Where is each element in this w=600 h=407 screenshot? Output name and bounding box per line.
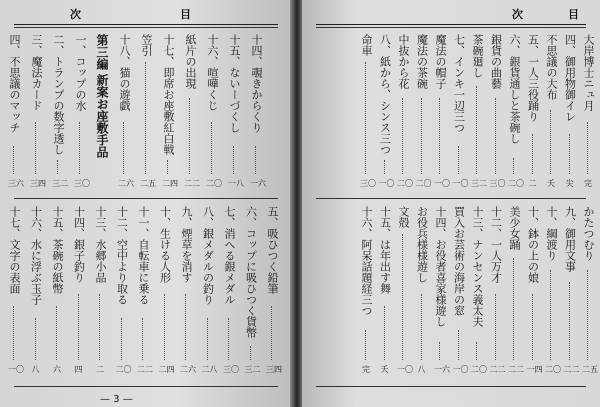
toc-page-number: 二〇 bbox=[206, 179, 222, 188]
toc-page-number: 一〇 bbox=[8, 365, 24, 374]
toc-leader-dots bbox=[587, 122, 589, 174]
toc-leader-dots bbox=[495, 294, 497, 360]
toc-leader-dots bbox=[99, 294, 101, 360]
toc-leader-dots bbox=[233, 146, 235, 174]
toc-entry bbox=[250, 34, 266, 190]
toc-entry bbox=[8, 206, 24, 376]
toc-page-number: 一〇 bbox=[452, 179, 469, 188]
right-page bbox=[302, 0, 600, 407]
toc-page-number: 二五 bbox=[582, 365, 598, 374]
toc-entry bbox=[158, 206, 175, 376]
toc-entry-title: 八、銀メダルの釣り bbox=[201, 206, 215, 305]
toc-page-number: 二〇 bbox=[397, 179, 413, 188]
toc-leader-dots bbox=[495, 98, 497, 174]
toc-entry-title: 十三、水郷小品 bbox=[94, 206, 107, 283]
toc-entry bbox=[545, 206, 561, 376]
toc-leader-dots bbox=[228, 318, 230, 360]
toc-page-number: 二二 bbox=[184, 179, 200, 188]
toc-leader-dots bbox=[185, 294, 187, 360]
toc-leader-dots bbox=[532, 134, 534, 174]
toc-entry-title: 紙片の出現 bbox=[184, 34, 197, 89]
toc-page-number: 二二 bbox=[508, 365, 524, 374]
toc-entry-title: 命車 bbox=[360, 34, 373, 56]
toc-page-number: 二四 bbox=[158, 365, 175, 374]
toc-entry bbox=[30, 206, 42, 376]
toc-entry-title: 文殻 bbox=[397, 206, 410, 228]
toc-entry-title: 十三、ナンセンス義太夫 bbox=[471, 206, 484, 327]
toc-entry-title: 中抜から花 bbox=[397, 34, 410, 89]
toc-entry-title: 十八、猫の遊戯 bbox=[118, 34, 131, 111]
toc-entry-title: 三、魔法カード bbox=[30, 34, 43, 111]
toc-leader-dots bbox=[550, 110, 552, 174]
toc-leader-dots bbox=[35, 318, 37, 360]
toc-entry-title: 七、インキ一辺三つ bbox=[452, 34, 466, 133]
toc-page-number: 二二 bbox=[489, 365, 506, 374]
toc-entry-title: 十二、一人万才 bbox=[489, 206, 503, 283]
toc-page-number: 三二 bbox=[244, 365, 261, 374]
toc-entry bbox=[184, 34, 200, 190]
toc-entry bbox=[582, 34, 594, 190]
toc-leader-dots bbox=[569, 134, 571, 174]
toc-leader-dots bbox=[56, 306, 58, 360]
toc-page-number: 三〇 bbox=[74, 179, 90, 188]
toc-entry-title: かたつむり bbox=[582, 206, 595, 261]
toc-entry-title: 大岸博士ニュ月 bbox=[582, 34, 595, 111]
toc-page-number: 一八 bbox=[228, 179, 244, 188]
toc-page-number: 一六 bbox=[250, 179, 266, 188]
toc-leader-dots bbox=[421, 98, 423, 174]
toc-entry-title: 九、煙草を消す bbox=[180, 206, 193, 283]
right-top-rule bbox=[316, 24, 586, 25]
toc-entry bbox=[563, 206, 580, 376]
toc-entry-title: 四、御用物御イレ bbox=[563, 34, 577, 122]
toc-leader-dots bbox=[384, 306, 386, 360]
toc-page-number: 二六 bbox=[180, 365, 196, 374]
toc-entry-title: 十七、文字の表面 bbox=[8, 206, 21, 294]
toc-entry-title: 美少女踊 bbox=[508, 206, 521, 250]
toc-entry bbox=[94, 206, 106, 376]
toc-entry-title: 十五、は年出す舞 bbox=[378, 206, 392, 294]
toc-leader-dots bbox=[13, 306, 15, 360]
toc-entry bbox=[140, 34, 156, 190]
toc-leader-dots bbox=[123, 122, 125, 174]
toc-entry bbox=[180, 206, 196, 376]
toc-page-number: 二 bbox=[528, 179, 537, 188]
toc-entry bbox=[360, 206, 372, 376]
toc-entry bbox=[378, 34, 395, 190]
toc-leader-dots bbox=[458, 146, 460, 174]
toc-page-number: 八 bbox=[417, 365, 426, 374]
toc-leader-dots bbox=[164, 294, 166, 360]
toc-leader-dots bbox=[532, 294, 534, 360]
toc-leader-dots bbox=[458, 330, 460, 360]
toc-entry-title: 十六、水に浮ぶ玉子 bbox=[29, 206, 43, 305]
toc-leader-dots bbox=[587, 270, 589, 360]
toc-page-number: 八 bbox=[31, 365, 40, 374]
toc-page-number: 二 bbox=[96, 365, 104, 374]
toc-entry-title: 四、不思議のマッチ bbox=[8, 34, 21, 133]
toc-entry bbox=[201, 206, 218, 376]
toc-page-number: 二六 bbox=[118, 179, 134, 188]
toc-leader-dots bbox=[513, 258, 515, 360]
toc-entry bbox=[73, 206, 85, 376]
toc-entry bbox=[96, 34, 108, 190]
toc-entry bbox=[228, 34, 244, 190]
toc-leader-dots bbox=[402, 98, 404, 174]
toc-entry-title: 十四、覗きからくり bbox=[250, 34, 263, 133]
toc-page-number: 六 bbox=[53, 365, 61, 374]
toc-leader-dots bbox=[13, 146, 15, 174]
toc-entry-title: 一、コップの水 bbox=[74, 34, 87, 111]
toc-page-number: 三六 bbox=[8, 179, 24, 188]
toc-page-number: 二四 bbox=[162, 179, 178, 188]
toc-leader-dots bbox=[207, 318, 209, 360]
toc-entry-title: 六、コップに吸ひつく貨幣 bbox=[244, 206, 258, 338]
toc-entry bbox=[74, 34, 90, 190]
toc-page-number: 二五 bbox=[140, 179, 156, 188]
toc-entry bbox=[115, 206, 132, 376]
toc-entry bbox=[244, 206, 261, 376]
toc-entry bbox=[397, 206, 413, 376]
toc-entry-title: 十七、即席お座敷紅白戦 bbox=[162, 34, 175, 155]
toc-entry-title: 十五、茶碗の紙幣 bbox=[51, 206, 64, 294]
toc-page-number: 夭 bbox=[380, 365, 389, 374]
toc-leader-dots bbox=[79, 122, 81, 174]
toc-entry bbox=[162, 34, 178, 190]
toc-leader-dots bbox=[167, 160, 169, 174]
left-page-number: — 3 — bbox=[100, 394, 133, 405]
toc-page-number: 三四 bbox=[30, 179, 46, 188]
toc-leader-dots bbox=[513, 158, 515, 174]
toc-entry-title: 五、一人三役踊り bbox=[526, 34, 540, 122]
right-running-head bbox=[302, 6, 600, 22]
toc-leader-dots bbox=[35, 122, 37, 174]
toc-entry-title: 十四、お役者喜家様遊し bbox=[434, 206, 447, 327]
left-middle-rule bbox=[14, 198, 278, 199]
toc-leader-dots bbox=[250, 346, 252, 360]
toc-leader-dots bbox=[550, 270, 552, 360]
toc-leader-dots bbox=[121, 318, 123, 360]
toc-leader-dots bbox=[569, 282, 571, 360]
toc-leader-dots bbox=[384, 160, 386, 174]
toc-entry bbox=[489, 34, 506, 190]
toc-leader-dots bbox=[78, 294, 80, 360]
toc-page-number: 二二 bbox=[563, 365, 580, 374]
right-middle-rule bbox=[316, 198, 586, 199]
toc-entry bbox=[118, 34, 134, 190]
toc-entry bbox=[564, 34, 576, 190]
toc-entry-title: 十五、ないーづくし bbox=[228, 34, 241, 133]
toc-entry-title: 六、銀貨通しと茶碗し bbox=[508, 34, 521, 144]
toc-leader-dots bbox=[476, 86, 478, 174]
toc-entry bbox=[508, 206, 524, 376]
toc-page-number: 一六 bbox=[434, 365, 450, 374]
toc-entry-title: 八、紙から、シンス三つ bbox=[378, 34, 392, 155]
left-header-char-ji: 次 bbox=[70, 8, 81, 21]
right-header-char-moku: 目 bbox=[568, 8, 579, 21]
toc-entry-title: 七、消へる銀メダル bbox=[223, 206, 236, 305]
toc-entry-title: 銀貨の曲藝 bbox=[489, 34, 503, 89]
toc-page-number: 一〇 bbox=[397, 365, 413, 374]
toc-page-number: 二〇 bbox=[415, 179, 432, 188]
toc-entry bbox=[489, 206, 506, 376]
right-top-rule-thin bbox=[316, 27, 586, 28]
toc-entry-title: 二、トランプの数字透し bbox=[52, 34, 65, 155]
toc-page-number: 三四 bbox=[266, 365, 282, 374]
toc-leader-dots bbox=[142, 318, 144, 360]
toc-entry-title: 十、鉢の上の娘 bbox=[526, 206, 540, 283]
toc-entry-title: 十四、銀子釣り bbox=[72, 206, 86, 283]
toc-page-number: 三〇 bbox=[489, 179, 506, 188]
toc-page-number: 三二 bbox=[471, 179, 487, 188]
left-top-rule bbox=[14, 24, 278, 25]
toc-entry-title: 買入お芸術の海岸の窓 bbox=[452, 206, 466, 316]
toc-page-number: 一四 bbox=[526, 365, 543, 374]
toc-page-number: 一〇 bbox=[452, 365, 469, 374]
toc-entry bbox=[434, 206, 450, 376]
toc-leader-dots bbox=[255, 146, 257, 174]
toc-page-number: 尖 bbox=[565, 179, 574, 188]
toc-entry bbox=[452, 34, 469, 190]
toc-page-number: 三〇 bbox=[360, 179, 376, 188]
left-running-head bbox=[0, 6, 292, 22]
toc-entry bbox=[452, 206, 469, 376]
right-bottom-rule bbox=[316, 386, 586, 387]
toc-entry-title: 魔法の帽子 bbox=[434, 34, 447, 89]
toc-page-number: 二二 bbox=[137, 365, 153, 374]
toc-page-number: 一〇 bbox=[378, 179, 395, 188]
toc-entry bbox=[51, 206, 63, 376]
toc-entry-title: 笠引 bbox=[140, 34, 153, 56]
toc-entry bbox=[527, 34, 539, 190]
left-bottom-rule bbox=[14, 386, 278, 387]
toc-entry bbox=[416, 206, 428, 376]
toc-page-number: 夭 bbox=[547, 179, 555, 188]
toc-leader-dots bbox=[439, 342, 441, 360]
toc-page-number: 二〇 bbox=[471, 365, 487, 374]
toc-entry-title: 五、吸ひつく鉛筆 bbox=[266, 206, 279, 294]
toc-entry-title: 魔法の茶碗 bbox=[415, 34, 429, 89]
toc-entry bbox=[582, 206, 598, 376]
toc-leader-dots bbox=[189, 98, 191, 174]
toc-entry-title: 十二、空中より取る bbox=[115, 206, 129, 305]
toc-entry bbox=[137, 206, 153, 376]
toc-page-number: 四 bbox=[74, 365, 83, 374]
toc-entry-title: 茶碗廻し bbox=[471, 34, 484, 78]
toc-entry bbox=[471, 34, 487, 190]
toc-entry-title: 九、御用文事 bbox=[563, 206, 577, 272]
toc-page-number: 二〇 bbox=[545, 365, 561, 374]
toc-leader-dots bbox=[57, 160, 59, 174]
toc-entry-title: 十、生ける人形 bbox=[158, 206, 172, 283]
toc-entry bbox=[508, 34, 524, 190]
toc-entry bbox=[266, 206, 282, 376]
toc-page-number: 完 bbox=[362, 365, 370, 374]
toc-entry-title: お役兵様様遊し bbox=[415, 206, 429, 283]
toc-page-number: 一〇 bbox=[434, 179, 450, 188]
toc-leader-dots bbox=[402, 234, 404, 360]
toc-entry bbox=[52, 34, 68, 190]
toc-entry bbox=[379, 206, 391, 376]
toc-page-number: 二〇 bbox=[508, 179, 524, 188]
toc-entry-title: 十一、自転車に乗る bbox=[137, 206, 150, 305]
toc-leader-dots bbox=[421, 294, 423, 360]
toc-page-number: 三〇 bbox=[223, 365, 239, 374]
toc-entry bbox=[434, 34, 450, 190]
toc-page-number: 三二 bbox=[52, 179, 68, 188]
toc-leader-dots bbox=[271, 306, 273, 360]
toc-entry-title: 十六、阿呆話題経三つ bbox=[360, 206, 373, 316]
toc-entry bbox=[30, 34, 46, 190]
toc-leader-dots bbox=[365, 62, 367, 174]
toc-leader-dots bbox=[439, 98, 441, 174]
toc-entry bbox=[8, 34, 24, 190]
toc-entry bbox=[526, 206, 543, 376]
toc-page-number: 完 bbox=[584, 179, 592, 188]
toc-page-number: 二八 bbox=[201, 365, 218, 374]
left-top-rule-thin bbox=[14, 27, 278, 28]
toc-leader-dots bbox=[365, 330, 367, 360]
toc-entry-title: 第三編 新案お座敷手品 bbox=[95, 34, 109, 159]
toc-entry bbox=[471, 206, 487, 376]
toc-leader-dots bbox=[211, 122, 213, 174]
toc-leader-dots bbox=[476, 342, 478, 360]
toc-entry-title: 十、綱渡り bbox=[545, 206, 558, 261]
toc-entry-title: 十六、喧嘩くじ bbox=[206, 34, 219, 111]
left-header-char-moku: 目 bbox=[180, 8, 191, 21]
toc-entry bbox=[415, 34, 432, 190]
toc-leader-dots bbox=[145, 62, 147, 174]
toc-entry bbox=[206, 34, 222, 190]
left-page bbox=[0, 0, 292, 407]
toc-entry bbox=[545, 34, 557, 190]
toc-entry bbox=[223, 206, 239, 376]
toc-entry bbox=[397, 34, 413, 190]
right-header-char-ji: 次 bbox=[512, 8, 523, 21]
toc-entry-title: 不思議の大布 bbox=[545, 34, 558, 100]
toc-page-number: 二〇 bbox=[115, 365, 132, 374]
toc-entry bbox=[360, 34, 376, 190]
